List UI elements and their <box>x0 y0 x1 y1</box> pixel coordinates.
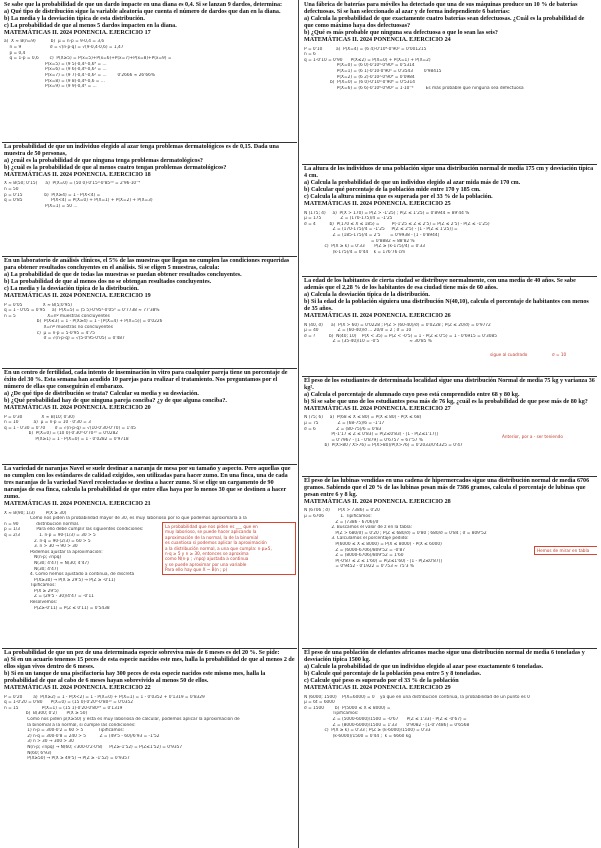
statement-line: En un centro de fertilidad, cada intento de inseminación in vitro para cualquier pareja tiene un porcentaje de éxito del 30 %. Esta semana han acudido 10 parejas para realizar el tratamiento. Nos preguntamos por el número de ellas que conseguirán el embarazo. <box>4 370 288 391</box>
note-line: como N(n·p ; √npq) ajustada a continua <box>165 556 249 562</box>
solution-line: q = 2/3 1. n·p = 90·(1/3) = 30 > 5 <box>4 532 96 538</box>
exercise-26 <box>302 276 597 377</box>
solution-line: P = 0'05 X ≈ B(5;0'95) <box>4 302 72 308</box>
solution-line: P = 0'30 X ≈ B(10; 0'30) <box>4 414 75 420</box>
solution-line: μ = 40 Z = (60-40)/σ ... 20/σ = 2 ; σ = 10 <box>304 328 412 334</box>
exercise-22 <box>2 648 297 847</box>
statement-line: El peso de los estudiantes de determinada localidad sigue una distribución Normal de media 75 kg y varianza 36 kg². <box>304 378 595 392</box>
solution-line: N(30; 4'47) ≈ N(30; 4'47) <box>4 560 89 566</box>
exercise-19 <box>2 256 297 369</box>
exercise-statement <box>302 276 597 322</box>
solution-line: P = 0'10 a) P(X=4) = (6 4)·0'10⁴·0'90² = 0'001215 <box>304 46 427 52</box>
exercise-29 <box>302 648 597 847</box>
handwritten-solution <box>302 507 597 570</box>
right-column <box>302 0 597 848</box>
solution-line: P(x=6) = (9 6)·0,4⁶·0,6³ = ... <box>4 67 107 73</box>
exercise-statement <box>2 464 297 510</box>
solution-line: P(X=6) = (6 6)·0'10⁶·0'90⁰ = 1·10⁻⁶ Es más probable que ninguna sea defectuosa <box>304 85 524 91</box>
solution-line: N (40, σ) a) P(X > 60) = 0'0228 ; P(Z > (60-40)/σ) = 0'0228 ; P(Z ≤ 20/σ) = 0'9772 <box>304 322 491 328</box>
solution-line: = 0'9452 - 0'1922 = 0'753 ≈ 75'3 % <box>304 564 414 570</box>
handwritten-solution <box>2 414 297 443</box>
exercise-18 <box>2 142 297 257</box>
exercise-statement <box>302 0 597 46</box>
solution-line: 3. Calculamos el porcentaje pedido: <box>304 536 409 542</box>
solution-line: Z = (7386 - 6706)/σ <box>304 519 379 525</box>
solution-line: n = 90 distribución normal. <box>4 521 80 527</box>
solution-line: 4. Como hemos ajustado a continua, de discreta <box>4 572 135 578</box>
solution-line: (k-175)/4 = 0'44 k = 176'76 cm <box>304 249 406 255</box>
statement-line: b) Si en un tanque de una piscifactoría hay 300 peces de esta especie nacidos este mismo mes, halla la probabilidad de que al cabo de 6 meses hayan sobrevivido al menos 50 de ellos. <box>4 671 266 685</box>
solution-line: P(X≥30) → P(X ≥ 29'5) → P(Z ≥ -0'11) <box>4 577 116 583</box>
solution-line: c) P(X ≥ k) = 0'33 P(Z ≥ (k-175)/4) = 0'33 <box>304 244 425 250</box>
exercise-source: MATEMÁTICAS II. 2024 PONENCIA. EJERCICIO 17 <box>4 30 151 37</box>
solution-line: n = 6 <box>304 52 316 58</box>
solution-line: N(30; 4'47) <box>4 566 59 572</box>
solution-line: P(-1'17 ≤ Z ≤ 0'83) = P(Z≤0'83) - [1 - P(Z≤1'17)] <box>304 432 438 438</box>
statement-line: b) Si la edad de la población siguiera una distribución N(40,10), calcula el porcentaje de habitantes con menos de 35 años. <box>304 299 589 313</box>
statement-line: b) ¿cuál es la probabilidad de que al menos cuatro tengan problemas dermatológicos? <box>4 165 227 172</box>
solution-line: q = 0'85 P(X<4) = P(X=0) + P(X=1) + P(X=2) + P(X=3) <box>4 198 153 204</box>
solution-line: N(60; 6'93) <box>4 750 52 756</box>
solution-line: Como nos piden p(X≥50) y ésta es muy laboriosa de calcular, podemos aplicar la aproximación de <box>4 716 240 722</box>
solution-line: = 0'7967 - [1 - 0'879] = 0'6757 ≈ 67'57 % <box>304 437 423 443</box>
solution-line: P = 0'20 a) P(X≥2) = 1 - P(X<2) = 1 - P(X=0) + P(X=1) = 1 - 0'0352 + 0'1319 = 0'8329 <box>4 694 205 700</box>
solution-line: q = 1 - 0'30 = 0'70 σ = √(n·p·q) = √(10·0'30·0'70) = 1'45 <box>4 425 136 431</box>
solution-line: P(x=5) = (9 5)·0,4⁵·0,6⁴ = ... <box>4 61 107 67</box>
solution-line: P(x=7) = (9 7)·0,4⁷·0,6² = ... 0'2666 ≈ 26'66% <box>4 73 155 79</box>
solution-line: n = 50 <box>4 187 19 193</box>
solution-line: μ = 75 Z = (68-75)/6 = -1'17 <box>304 421 385 427</box>
solution-line: b) P(X>80 / X>76) = P(X>80)/P(X>76) = 0'2033/0'4325 = 0'47 <box>304 443 463 449</box>
solution-line: 2) n·q = 300·0'8 = 240 > 5 Z = (49'5 - 60)/6'93 = -1'52 <box>4 733 160 739</box>
solution-line: P(X≥50) → P(X ≥ 49'5) → P(Z ≥ -1'52) = 0'9357 <box>4 756 130 762</box>
solution-line: c) P(X ≥ k) = 0'33 ; P(Z ≥ (k-6000)/1500) = 0'33 <box>304 728 431 734</box>
solution-line: Tipificamos: <box>304 711 359 717</box>
solution-line: P(Z≥-0'11) = P(Z ≤ 0'11) = 0'5438 <box>4 605 110 611</box>
solution-line: Z = (5000-6000)/1500 = -0'67 P(Z ≤ 1'33) - P(Z ≤ -0'67) = <box>304 716 467 722</box>
note-line: a la distribución normal, a una que cumpla: n·p≥5, <box>165 545 272 551</box>
exercise-source: MATEMÁTICAS II. 2024 PONENCIA. EJERCICIO 20 <box>4 405 151 412</box>
solution-line: n = 5 X=nº muestras concluyentes <box>4 313 110 319</box>
solution-line: a) X ≈ B(n=9) b) μ = n·p = 9·0,4 = 3,6 <box>4 39 105 45</box>
statement-line: a) Calcula la probabilidad de que un individuo elegido al azar mida más de 170 cm. <box>304 180 521 187</box>
solution-line: P(x=9) = (9 9)·0,4⁹ = ... <box>4 84 97 90</box>
statement-line: a) ¿cuál es la probabilidad de que ninguna tenga problemas dermatológicos? <box>4 158 203 165</box>
red-annotation: σ = 10 <box>552 352 567 357</box>
statement-line: La edad de los habitantes de cierta ciudad se distribuye normalmente, con una media de 40 años. Se sabe además que el 2,28 % de los habitantes de esa ciudad tiene más de 60 años. <box>304 278 576 292</box>
solution-line: P(X=0) = (6 0)·0'10⁰·0'90⁶ = 0'5314 <box>304 63 415 69</box>
handwritten-solution <box>2 38 297 89</box>
exercise-statement <box>2 142 297 180</box>
handwritten-solution <box>2 694 297 762</box>
handwritten-solution <box>2 302 297 342</box>
exercise-source: MATEMÁTICAS II. 2024 PONENCIA. EJERCICIO 27 <box>304 406 451 413</box>
exercise-25 <box>302 164 597 277</box>
solution-line: b) P(X≤3) = 1 - P(X≥4) = 1 - [P(X=4) + P(X=5)] = 0'0226 <box>4 319 163 325</box>
solution-line: n = 10 a) μ = n·p = 10 · 0'30 = 3 <box>4 420 91 426</box>
solution-line: p = 0,4 <box>4 50 26 56</box>
solution-line: 3) n > 30 → 300 > 30 <box>4 739 74 745</box>
note-line: muy laborioso, se puede hacer aplicando la <box>165 529 257 535</box>
solution-line: Tipificamos: <box>4 583 56 589</box>
solution-line: N (6706 ; σ) P(X > 7386) = 0'20 <box>304 508 380 514</box>
exercise-statement <box>2 0 297 38</box>
statement-line: En un laboratorio de análisis clínicos, el 5% de las muestras que llegan no cumplen las condiciones requeridas para obtener resultados concluyentes en el análisis. Si se eligen 5 muestras, calcula: <box>4 258 290 272</box>
solution-line: σ = 6 Z = (80-75)/6 = 0'83 <box>304 426 382 432</box>
handwritten-solution <box>302 414 597 449</box>
statement-line: a) ¿De qué tipo de distribución se trata? Calcular su media y su desviación. <box>4 391 199 398</box>
solution-line: N(n·p; √npq) <box>4 555 62 561</box>
solution-line: p = 0'15 b) P(X≥4) = 1 - P(X<4) = <box>4 192 101 198</box>
exercise-24 <box>302 0 597 165</box>
exercise-source: MATEMÁTICAS II. 2024 PONENCIA. EJERCICIO 29 <box>304 685 451 692</box>
statement-line: a) Calcula el porcentaje de alumnado cuyo peso está comprendido entre 68 y 80 kg. <box>304 392 520 399</box>
solution-line: 2. Buscamos el valor de z en la tabla: <box>304 525 413 531</box>
solution-line: p = 1/3 Para ello debe cumplir las siguientes condiciones: <box>4 527 144 533</box>
exercise-source: MATEMÁTICAS II. 2024 PONENCIA. EJERCICIO 21 <box>4 501 151 508</box>
red-annotation: sigue al cuadrado <box>490 352 528 357</box>
handwritten-solution <box>302 46 597 92</box>
handwritten-solution <box>2 180 297 209</box>
statement-line: b) ¿Qué probabilidad hay de que ninguna pareja conciba? ¿y de que alguna conciba?. <box>4 398 227 405</box>
margin-note <box>162 522 296 575</box>
statement-line: c) Calcule qué peso es superado por el 33 % de la población <box>304 678 459 685</box>
statement-line: El peso de una población de elefantes africanos macho sigue una distribución normal de media 6 toneladas y desviación típica 1500 kg. <box>304 650 585 664</box>
solution-line: σ = ? b) N(40; 10) P(X < 35) = P(Z < -0'5) = 1 - P(Z ≤ 0'5) = 1 - 0'6915 = 0'3085 <box>304 333 497 339</box>
solution-line: μ = 6706 1. Tipificamos: <box>304 513 372 519</box>
exercise-20 <box>2 368 297 465</box>
statement-line: a) Si en un acuario tenemos 15 peces de esta especie nacidos este mes, halla la probabilidad de que al menos 2 de ellos sigan vivos dentro de 6 meses. <box>4 657 295 671</box>
exercise-statement <box>2 648 297 694</box>
solution-line: n = 9 σ = √(n·p·q) = √(9·0,4·0,6) = 1,47 <box>4 45 124 51</box>
statement-line: b) Calcular qué porcentaje de la población mide entre 170 y 185 cm. <box>304 187 481 194</box>
solution-line: σ = 1500 b) P(5000 ≤ X ≤ 8000) = <box>304 705 391 711</box>
exercise-statement <box>2 256 297 302</box>
solution-line: P(Z > 680/σ) = 0'20 ; P(Z ≤ 680/σ) = 0'80 ; 680/σ = 0'84 ; σ = 809'52 <box>304 530 487 536</box>
solution-line: P(X=1) = 50 ... <box>4 203 78 209</box>
statement-line: El peso de las lubinas vendidas en una cadena de hipermercados sigue una distribución normal de media 6706 gramos. Sabiendo que el 20 % de las lubinas pesan más de 7386 gramos, calcula el porcentaje de lubinas que pesan entre 6 y 8 kg. <box>304 478 590 499</box>
exercise-statement <box>302 648 597 694</box>
solution-line: = 0'8882 ≈ 88'82 % <box>304 238 415 244</box>
exercise-28 <box>302 476 597 649</box>
exercise-statement <box>302 376 597 414</box>
exercise-source: MATEMÁTICAS II. 2024 PONENCIA. EJERCICIO 25 <box>304 201 451 208</box>
exercise-21 <box>2 464 297 649</box>
solution-line: N (75; 6) a) P(68 ≤ X ≤ 80) = P(X ≤ 80) - P(X ≤ 68) <box>304 415 422 421</box>
solution-line: b) B(300; 0'2) P(X ≥ 50) <box>4 711 88 717</box>
solution-line: 3. n > 30 → 90 > 30 <box>4 544 78 550</box>
solution-line: μ = 175 Z = (170-175)/4 = -1'25 <box>304 216 393 222</box>
statement-line: b) La probabilidad de que al menos dos no se obtengan resultados concluyentes. <box>4 279 212 286</box>
note-line: es cuantiosa si podemos aplicar la aproximación <box>165 540 267 546</box>
solution-line: N(n·p; √npq) → N(60; √300·0'2·0'8) P(Z≥-1'52) = P(Z≤1'52) = 0'9357 <box>4 744 183 750</box>
handwritten-solution <box>302 322 597 345</box>
solution-line: q = 1-p = 0,6 c) P(X≥5) = P(x=5)+P(x=6)+P(x=7)+P(x=8)+P(x=9) = <box>4 56 172 62</box>
solution-line: X=nº muestras no concluyentes <box>4 324 113 330</box>
solution-line: Resolvemos: <box>4 600 58 606</box>
solution-line: X ≈ B(50; 0'15) a) P(X=0) = (50 0)·0'15⁰·0'85⁵⁰ = 2'96·10⁻⁴ <box>4 181 141 187</box>
solution-line: q = 1 - 0'05 = 0'95 a) P(X=5) = (5 5)·0'95⁵·0'05⁰ = 0'7738 ≈ 77'38% <box>4 308 160 314</box>
statement-line: La probabilidad de que un pez de una determinada especie sobreviva más de 6 meses es del 20 %. Se pide: <box>4 650 280 656</box>
statement-line: a) Calcule la probabilidad de que un individuo elegido al azar pese exactamente 6 toneladas. <box>304 664 543 671</box>
solution-line: q = 1-0'10 = 0'90 P(X≤2) = P(X=0) + P(X=1) + P(X=2) <box>304 57 431 63</box>
solution-line: Z = (29'5 - 30)/4'47 = -0'11 <box>4 594 94 600</box>
exercise-source: MATEMÁTICAS II. 2024 PONENCIA. EJERCICIO 26 <box>304 313 451 320</box>
solution-line: Z = (170-175)/4 = -1'25 P(Z ≤ 2'5) - [1 - P(Z ≤ 1'25)] = <box>304 227 458 233</box>
column-divider <box>298 0 299 848</box>
solution-line: n = 15 P(X=1) = (15 1)·0'20·0'80¹⁴ = 0'1319 <box>4 705 123 711</box>
solution-line: P(X≥1) = 1 - P(X=0) = 1 - 0'0282 = 0'9718 <box>4 436 129 442</box>
statement-line: a) Qué tipo de distribución sigue la variable aleatoria que cuenta el número de dardos que dan en la diana. <box>4 9 281 16</box>
solution-line: Z = (185-175)/4 = 2'5 = 0'9938 - [1 - 0'8944] <box>304 232 440 238</box>
statement-line: Se sabe que la probabilidad de que un dardo impacte en una diana es 0,4. Si se lanzan 9 dardos, determina: <box>4 2 283 8</box>
handwritten-solution <box>302 210 597 256</box>
statement-line: La altura de los individuos de una población sigue una distribución normal de media 175 cm y desviación típica 4 cm. <box>304 166 594 180</box>
statement-line: c) Calcula la altura mínima que es superada por el 33 % de la población. <box>304 194 493 201</box>
left-column <box>2 0 297 848</box>
note-line: La probabilidad que nos piden es ___ que en <box>165 524 258 529</box>
solution-line: μ = 6t = 6000 <box>304 700 335 706</box>
solution-line: Z = (8000-6706)/809'52 = 1'60 <box>304 553 404 559</box>
handwritten-solution <box>302 694 597 740</box>
solution-line: Z = (35-40)/10 = -0'5 ≈ 30'85 % <box>304 339 432 345</box>
solution-line: b) P(X=0) = (6 0)·0'10⁰·0'90⁶ = 0'5314 <box>304 80 415 86</box>
statement-line: c) La media y la desviación típica de la distribución. <box>4 286 139 293</box>
red-annotation: Anterior, por a - ser teniendo <box>502 434 563 439</box>
statement-line: b) La media y la desviación típica de esta distribución. <box>4 16 145 23</box>
solution-line: P(X ≥ 29'5) <box>4 588 59 594</box>
exercise-statement <box>302 164 597 210</box>
solution-line: Podemos ajustar la aproximación: <box>4 549 103 555</box>
solution-line: Z = (8000-6000)/1500 = 1'33 0'9082 - [1-0'7486] = 0'6568 <box>304 722 470 728</box>
solution-line: N (6000; 1500) P(X=6000) = 0 ya que en una distribución continua, la probabilidad de un punto es 0 <box>304 694 530 700</box>
note-line: aproximación de la normal, la de la binomial <box>165 534 259 540</box>
statement-line: b) Calcule qué porcentaje de la población pesa entre 5 y 8 toneladas. <box>304 671 482 678</box>
note-line: y se puede aproximar por una variable <box>165 561 247 567</box>
solution-line: q = 1-0'20 = 0'80 P(X=0) = (15 0)·0'20⁰·0'80¹⁵ = 0'0352 <box>4 700 133 706</box>
solution-line: 2. n·q = 90·(2/3) = 60 > 5 <box>4 538 91 544</box>
exercise-27 <box>302 376 597 477</box>
solution-line: X ≈ B(90; 1/3) P(X ≥ 30) <box>4 510 67 516</box>
solution-line: P(x=8) = (9 8)·0,4⁸·0,6 = ... <box>4 78 105 84</box>
note-line: n·q ≥ 5 y n ≥ 30, entonces se aproxima <box>165 551 249 557</box>
solution-line: 1) n·p = 300·0'2 = 60 > 5 Tipificamos: <box>4 728 125 734</box>
solution-line: P(-0'87 ≤ Z ≤ 1'60) = P(Z≤1'60) - [1 - P(Z≤0'87)] <box>304 558 443 564</box>
statement-line: b) ¿Qué es más probable que ninguna sea defectuosa o que lo sean las seis? <box>304 30 498 37</box>
statement-line: La variedad de naranjas Navel se suele destinar a naranja de mesa por su tamaño y aspecto. Pero aquellas que no cumplen con los estándares de calidad exigidos, son utilizadas para hacer zumo. En una finca, una de cada tres naranjas de la variedad Navel recolectadas se destina a hacer zumo. Si se elige un cargamento de 90 naranjas de esa finca, calcula la probabilidad de que entre ellas haya por lo menos 30 que se destinen a hacer zumo. <box>4 466 291 501</box>
solution-line: Como nos piden la probabilidad mayor de 30, es muy laborioso por lo que podemos aproximarla a la <box>4 516 247 522</box>
exercise-source: MATEMÁTICAS II. 2024 PONENCIA. EJERCICIO 19 <box>4 293 151 300</box>
exercise-source: MATEMÁTICAS II. 2024 PONENCIA. EJERCICIO 22 <box>4 685 151 692</box>
statement-line: a) Calcula la desviación típica de la distribución. <box>304 292 430 299</box>
solution-line: Z = (6000-6706)/809'52 = -0'87 <box>304 547 406 553</box>
statement-line: a) Calcula la probabilidad de que exactamente cuatro baterías sean defectuosas. ¿Cuál es la probabilidad de que como máximo haya dos defectuosas? <box>304 16 585 30</box>
solution-line: la binomial a la normal, si cumple las condiciones: <box>4 722 136 728</box>
exercise-17 <box>2 0 297 143</box>
exercise-statement <box>2 368 297 414</box>
statement-line: a) La probabilidad de que de todas las muestras se puedan obtener resultados concluyentes. <box>4 272 242 279</box>
solution-line: P(6000 ≤ X ≤ 8000) = P(X ≤ 8000) - P(X ≤ 6000) <box>304 541 442 547</box>
solution-line: b) P(X=0) = (10 0)·0'30⁰·0'70¹⁰ = 0'0282 <box>4 431 119 437</box>
exercise-statement <box>302 476 597 507</box>
statement-line: Una fábrica de baterías para móviles ha detectado que una de sus máquinas produce un 10 % de baterías defectuosas. Si se han seleccionado al azar y de forma independiente 6 baterías: <box>304 2 578 16</box>
note-line: Para ello hay que X ~ B(n ; p) <box>165 567 228 573</box>
solution-line: P(X=2) = (6 2)·0'10²·0'90⁴ = 0'0984 <box>304 74 415 80</box>
exercise-source: MATEMÁTICAS II. 2024 PONENCIA. EJERCICIO 18 <box>4 172 151 179</box>
statement-line: c) La probabilidad de que al menos 5 dardos impacten en la diana. <box>4 23 177 30</box>
exercise-source: MATEMÁTICAS II. 2024 PONENCIA. EJERCICIO 28 <box>304 499 451 506</box>
exercise-source: MATEMÁTICAS II. 2024 PONENCIA. EJERCICIO 24 <box>304 37 451 44</box>
statement-line: b) Si se sabe que uno de los estudiantes pesa más de 76 kg, ¿cuál es la probabilidad de que pese más de 80 kg? <box>304 399 588 406</box>
solution-line: c) μ = n·p = 5·0'95 = 4'75 <box>4 330 95 336</box>
solution-line: P(X=1) = (6 1)·0'10·0'90⁵ = 0'3543 0'98415 <box>304 68 442 74</box>
margin-note: Hemos de mirar en tabla <box>534 546 597 555</box>
solution-line: σ = √(n·p·q) = √(5·0'95·0'05) = 0'487 <box>4 336 125 342</box>
solution-line: σ = 4 b) P(170 ≤ X ≤ 185) = P(-1'25 ≤ Z ≤ 2'5) = P(Z ≤ 2'5) - P(Z ≤ -1'25) <box>304 221 490 227</box>
solution-line: N (175; 4) a) P(X > 170) = P(Z > -1'25) ; P(Z ≤ 1'25) = 0'8944 ≈ 89'44 % <box>304 210 470 216</box>
solution-line: (k-6000)/1500 = 0'44 ; k = 6660 kg <box>304 733 411 739</box>
statement-line: La probabilidad de que un individuo elegido al azar tenga problemas dermatológicos es de 0,15. Dada una muestra de 50 personas, <box>4 144 279 158</box>
